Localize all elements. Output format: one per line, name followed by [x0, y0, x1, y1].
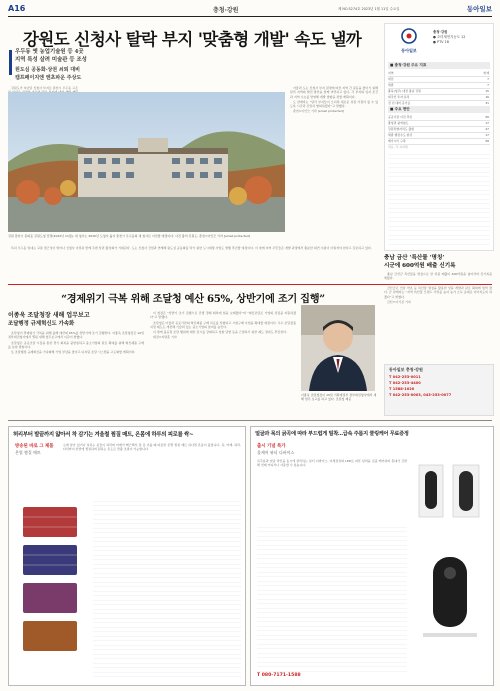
page-header — [8, 4, 492, 17]
phone-number[interactable]: T 042-253-0011 — [389, 375, 421, 379]
table-cell-key: 외국인 투자 유치 — [388, 95, 410, 100]
article-body-bottom: 특히 우두동 일대는 교통 접근성이 뛰어나 신청사 이전과 함께 주변 상권 활성화가 기대된다. 도는 신청사 건립과 연계해 원도심 공동화를 막기 위한 도시재생 사업도 병행 추진할 예정이다. 이 밖에 지역 주민들은 개발 과정에서 충분한 의견 수렴이 이뤄져야 한다고 강조하고 있다. — [11, 246, 372, 250]
ad-right-phone[interactable]: T 080-7171-1588 — [257, 673, 301, 678]
weather-block — [433, 30, 489, 45]
phone-number[interactable]: T 1588-1020 — [389, 387, 415, 391]
contact-title: 동아일보 충청·강원 — [389, 367, 423, 372]
table-cell-value: 47 — [485, 127, 489, 132]
subhead-3: 원도심 공동화·상권 쇠퇴 대비 — [15, 67, 80, 73]
table-cell-key: 강원특별자치도 출범 — [388, 127, 415, 132]
beauty-device-product-image — [413, 457, 487, 657]
table-cell-value: 7 — [487, 83, 489, 88]
weather-line: ● 초미세먼지농도 12 — [433, 35, 466, 39]
photo-caption: 강원 춘천시 봉의동 강원도청 전경(2022년 11월). 새 청사는 2030년 도청사 옮겨 춘천시 우두동의 새 청사로 이전할 예정이다. 사진 출처 강원도, 춘천=이인모 기자 [email protected] — [8, 234, 250, 238]
ad-left-brand: 온열 찜질 매트 — [15, 450, 41, 455]
ad-right-label: 출시 기념 특가 — [257, 444, 286, 449]
subhead-1: 우두동 옛 농업기술원 등 4곳 — [15, 49, 84, 55]
interview-body-col1: 조달청이 경제위기 극복을 위해 올해 예산의 65%를 상반기에 조기 집행한다. 이종욱 조달청장은 10일 정부대전청사에서 열린 새해 업무보고에서 이같이 밝혔다. 조달청은 공공조달 시장을 통한 경기 회복을 뒷받침하고 중소기업의 판로 확대를 위해 혁신제품 구매를 늘릴 방침이다. 또 조달행정 규제혁신을 가속화해 기업 부담을 줄이고 디지털 조달 시스템을 고도화할 계획이다. — [8, 331, 144, 355]
indicator-table-2 — [388, 115, 490, 152]
table-cell-value: 58 — [485, 139, 489, 144]
ad-left-body-text — [93, 497, 241, 681]
table-band-1: ■ 충청·강원 주요 지표 — [388, 62, 490, 69]
table-cell-key: 전 년 대비 증가율 — [388, 101, 411, 106]
main-headline: 강원도 신청사 탈락 부지 '맞춤형 개발' 속도 낼까 — [22, 29, 362, 49]
sidebar-logo-text: 동아일보 — [401, 48, 417, 53]
weather-line: ● PTV 18 — [433, 40, 449, 44]
interview-subtitle: 조달행정 규제혁신도 가속화 — [8, 321, 75, 327]
portrait-caption: 이종욱 조달청장이 10일 기획재정부 정부대전청사에서 새해 업무 보고를 하고 있다. 조달청 제공 — [301, 393, 377, 401]
table-cell-key: 메가시티 구축 — [388, 139, 406, 144]
sidebar-panel — [384, 23, 494, 251]
section-name: 충청·강원 — [213, 7, 239, 14]
side-headline-line-1: 충남 금산 ‘특산물 ‘명칭’ — [384, 255, 445, 261]
table-cell-key: 세종 행정수도 완성 — [388, 133, 413, 138]
building-photo-image — [8, 92, 285, 232]
sidebar-text-block — [388, 150, 490, 246]
table-cell-value: 56 — [485, 115, 489, 119]
table-cell-value: 31 — [485, 101, 489, 106]
page-number: A16 — [8, 4, 26, 13]
interview-body-col2: 이 청장은 “상반기 조기 집행으로 민생 경제 회복에 힘을 보태겠다”며 “혁신조달로 기업의 성장을 지원하겠다”고 말했다. 조달청은 아울러 공공기관의 혁신제품 구매 목표를 상향하고 시범구매 사업을 확대할 예정이다. 우수 조달물품 지정 제도도 개선해 기술력 있는 중소기업의 참여를 높인다. 이 밖에 불공정 조달 행위에 대한 감시를 강화하고 입찰 담합 등을 근절하기 위한 제도 정비도 추진한다. 대전=지명훈 기자 — [150, 311, 296, 340]
side-article-body-2: 금산군은 인삼 약초 등 특산물 명칭을 활용한 상품 개발과 판로 확대에 힘써 왔다. 군 관계자는 “지역 특산물 브랜드 가치를 높여 농가 소득 증대로 이어지도록 하겠다”고 밝혔다. 금산=이기진 기자 — [384, 286, 492, 304]
ad-left-text: 오래 앉아 있거나 일하는 분들이 허리와 어깨가 뻐근해서 잠 못 이룰 때 따뜻한 온열 찜질 매트 하나면 온몸이 풀립니다. 목, 어깨, 허리, 다리까지 한번에 찜질하며 원하는 온도로 맞춤 조절이 가능합니다. — [63, 443, 241, 452]
table-cell-key: 지역 — [388, 71, 394, 75]
weather-title: 충청·강원 — [433, 30, 448, 34]
subhead-marker — [9, 50, 12, 75]
subhead-2: 지역 특성 살려 미술관 등 조성 — [15, 57, 87, 63]
table-cell-value: 15 — [485, 89, 489, 94]
ad-divider — [8, 420, 492, 421]
news-photo-government-building — [8, 92, 285, 232]
portrait-photo — [301, 305, 375, 391]
donga-logo-icon — [389, 28, 429, 44]
ad-right — [250, 426, 494, 686]
phone-number[interactable]: T 042-253-4400 — [389, 381, 421, 385]
issue-info: 제 NO.5274호 2023년 1월 11일 수요일 — [338, 7, 400, 11]
ad-right-body-text — [257, 523, 407, 673]
phone-number[interactable]: T 042-253-0003, 043-253-0077 — [389, 393, 452, 397]
table-cell-value: 16 — [485, 95, 489, 100]
table-source: 자료: 각 지자체 — [388, 145, 408, 150]
table-cell-value: 현재 — [483, 71, 489, 75]
article-body-col-right: 아울러 도는 신청사 부지 결정에 따른 지역 간 갈등을 줄이기 위해 탈락 지역의 발전 방안을 함께 마련하고 있다. 각 부지의 입지 조건과 지역 수요를 반영해 개발 방향을 정할 계획이다. 도 관계자는 “탈락 부지들이 오히려 새로운 성장 거점이 될 수 있도록 시군과 긴밀히 협의하겠다”고 말했다. 춘천=이인모 기자 [email protected] — [290, 86, 378, 114]
newspaper-logo: 동아일보 — [466, 5, 492, 13]
table-cell-key: 세종 — [388, 83, 394, 88]
contact-box — [384, 364, 494, 416]
ad-left-headline: 허리부터 발끝까지 얇아서 착 감기는 겨울철 찜질 매트, 온몸에 하루의 피로를 싹~ — [13, 432, 194, 438]
sidebar-logo — [389, 28, 429, 52]
table-cell-value: 17 — [485, 133, 489, 138]
heating-mat-product-image — [15, 497, 85, 677]
table-cell-key: 공공기관 이전 추진 — [388, 115, 413, 119]
person-portrait-image — [301, 305, 375, 391]
table-band-2: ■ 주요 현안 — [388, 106, 490, 113]
ad-right-brand: 올케어 뷰티 디바이스 — [257, 450, 295, 455]
side-article-body: 충남 금산군 특산물을 명칭으로 한 상품 매출이 600억원을 넘어서며 신기록을 세웠다. — [384, 272, 492, 281]
side-headline-line-2: 시군에 600억원 배출 신기록 — [384, 263, 456, 269]
ad-right-headline: 얼굴과 목의 굵곡에 따라 부드럽게 밀착…급속 주름지 쿨링케어 무료증정 — [255, 431, 409, 437]
ad-right-text: 목주름과 얼굴 라인을 동시에 관리하는 뷰티 디바이스. 미세전류와 LED로 피부 탄력을 집중 케어하며 휴대가 간편해 언제 어디서나 사용할 수 있습니다. — [257, 459, 407, 468]
table-cell-key: 충청권 광역철도 — [388, 121, 409, 126]
ad-left — [8, 426, 246, 686]
ad-left-label: 방송된 바로 그 제품 — [15, 444, 54, 449]
table-cell-value: 17 — [485, 121, 489, 126]
subhead-4: 캠프페이지엔 엔초파운 주상도 — [15, 75, 82, 81]
indicator-table-1 — [388, 71, 490, 108]
interview-heading — [8, 311, 148, 328]
middle-headline: “경제위기 극복 위해 조달청 예산 65%, 상반기에 조기 집행” — [61, 293, 325, 305]
table-cell-value: 7 — [487, 77, 489, 82]
table-cell-key: 충북(청주) 대전 충남 강원 — [388, 89, 421, 94]
table-cell-key: 대전 — [388, 77, 394, 82]
interview-title: 이종욱 조달청장 새해 업무보고 — [8, 312, 90, 319]
article-body-col1: 강원도가 지난달 신청사 부지로 춘천시 우두동 고은 — [11, 86, 78, 90]
section-divider — [8, 284, 492, 285]
side-article-headline — [384, 254, 492, 270]
